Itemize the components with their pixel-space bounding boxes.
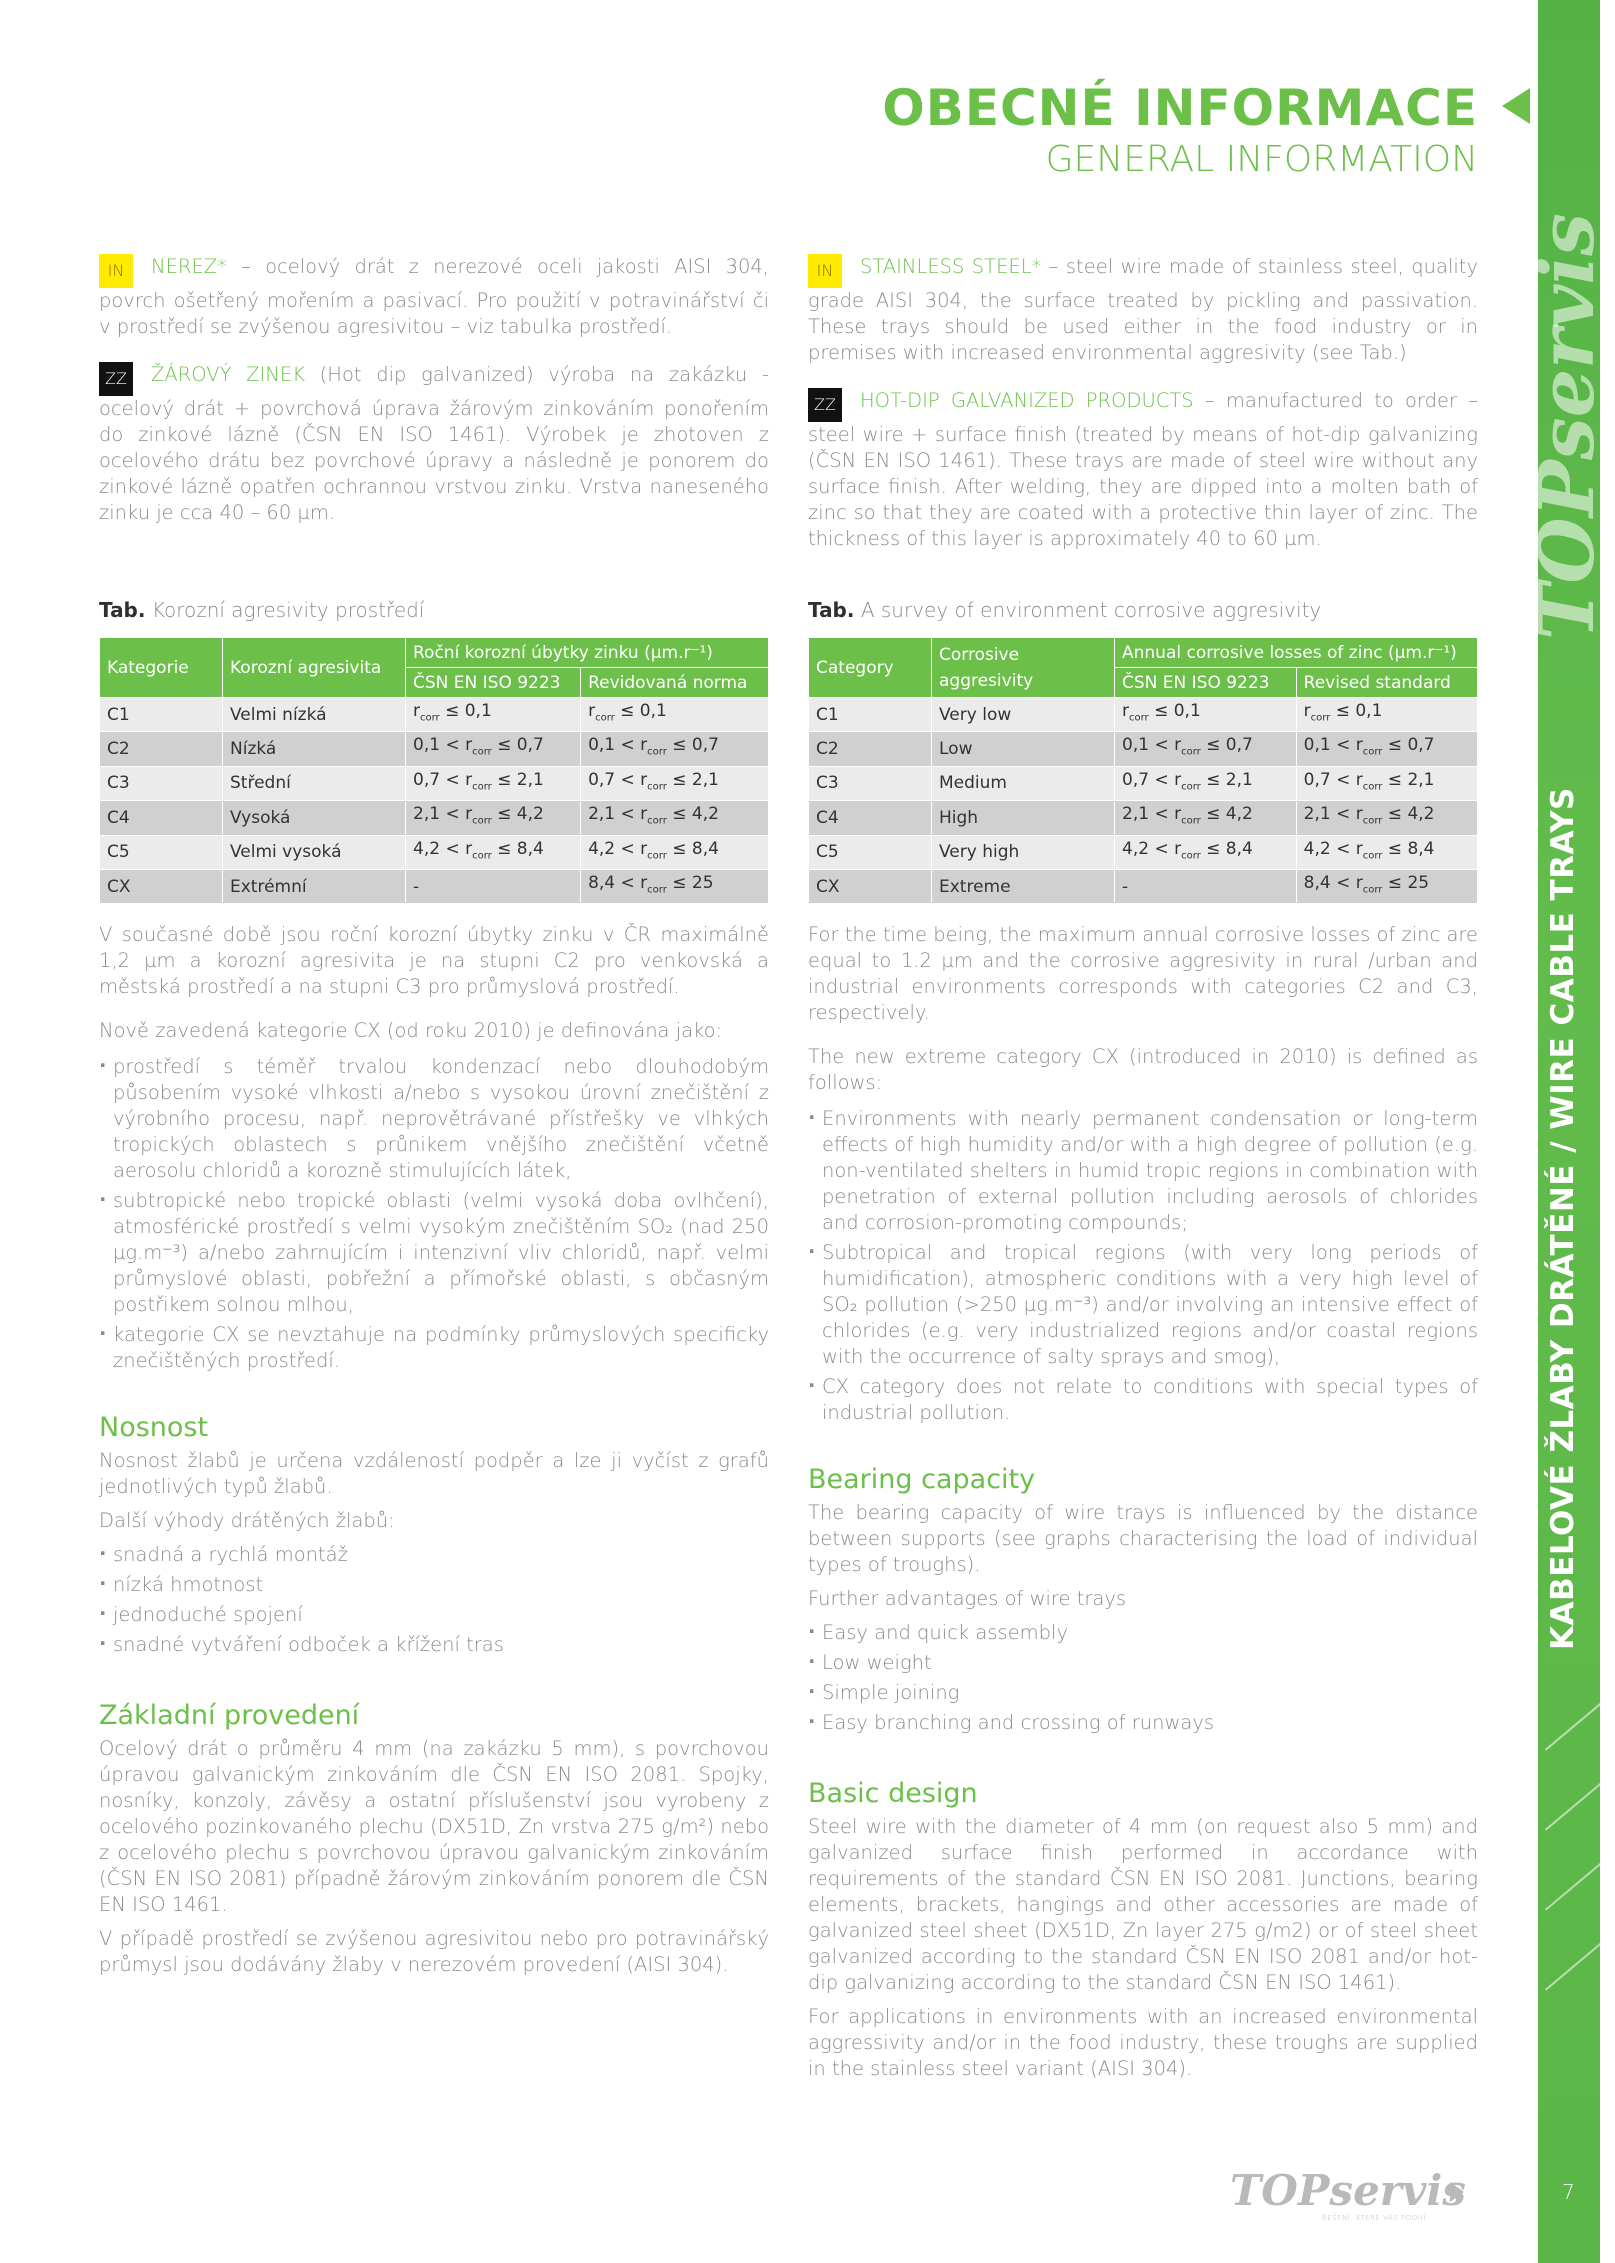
stainless-title: STAINLESS STEEL*: [860, 255, 1042, 278]
paragraph: Nosnost žlabů je určena vzdáleností podpěr a lze ji vyčíst z grafů jednotlivých typů žlabů.: [99, 1449, 769, 1498]
table-row: [100, 766, 769, 800]
table-caption: Tab. Korozní agresivity prostředí: [99, 598, 425, 622]
footer-tagline: ŘEŠENÍ, KTERÉ VÁS POOHÍ: [1322, 2214, 1427, 2222]
th-losses: Roční korozní úbytky zinku (µm.r⁻¹): [406, 638, 769, 668]
zz-badge: ZZ: [99, 362, 133, 396]
table-row: [809, 732, 1478, 766]
th-losses: Annual corrosive losses of zinc (µm.r⁻¹): [1115, 638, 1478, 668]
list-item: · nízká hmotnost: [99, 1572, 769, 1598]
table-row: [100, 801, 769, 835]
zz-badge: ZZ: [808, 388, 842, 422]
table-cell: CX: [100, 869, 223, 903]
table-cell: $2,1 < r_{corr} \le 4,2$: [406, 801, 581, 835]
table-cell: $0,7 < r_{corr} \le 2,1$: [406, 766, 581, 800]
paragraph: V případě prostředí se zvýšenou agresivitou nebo pro potravinářský průmysl jsou dodávány žlaby v nerezovém provedení (AISI 304).: [99, 1927, 769, 1976]
cx-list: [99, 1054, 769, 1374]
th-std1: ČSN EN ISO 9223: [1115, 668, 1297, 698]
list-item: · jednoduché spojení: [99, 1602, 769, 1628]
left-text-block: [99, 922, 769, 1978]
right-column: [808, 254, 1478, 552]
table-cell: Vysoká: [223, 801, 406, 835]
th-std2: Revised standard: [1296, 668, 1477, 698]
table-cell: C3: [100, 766, 223, 800]
list-item: · CX category does not relate to conditions with special types of industrial pollution.: [808, 1374, 1478, 1426]
table-cell: Very high: [932, 835, 1115, 869]
table-cell: -: [406, 869, 581, 903]
table-cell: $2,1 < r_{corr} \le 4,2$: [1115, 801, 1297, 835]
table-cell: $2,1 < r_{corr} \le 4,2$: [581, 801, 769, 835]
table-cell: C1: [809, 698, 932, 732]
table-row: [809, 801, 1478, 835]
table-cell: CX: [809, 869, 932, 903]
right-table-block: [808, 597, 1478, 904]
paragraph: For applications in environments with an increased environmental aggressivity and/or in the food industry, these troughs are supplied in the stainless steel variant (AISI 304).: [808, 2005, 1478, 2080]
table-cell: $4,2 < r_{corr} \le 8,4$: [1115, 835, 1297, 869]
table-cell: $4,2 < r_{corr} \le 8,4$: [581, 835, 769, 869]
list-item: · Easy branching and crossing of runways: [808, 1710, 1478, 1736]
table-cell: -: [1115, 869, 1297, 903]
paragraph: V současné době jsou roční korozní úbytky zinku v ČR maximálně 1,2 µm a korozní agresivita je na stupni C2 pro venkovská a městská prostředí a na stupni C3 pro průmyslová prostředí.: [99, 923, 769, 998]
table-row: [100, 869, 769, 903]
paragraph: Nově zavedená kategorie CX (od roku 2010) je definována jako:: [99, 1019, 723, 1042]
corrosion-table-cz: [99, 637, 769, 904]
table-cell: $4,2 < r_{corr} \le 8,4$: [1296, 835, 1477, 869]
list-item: · Simple joining: [808, 1680, 1478, 1706]
page-title-cz: OBECNÉ INFORMACE: [882, 79, 1478, 137]
advantages-list: [99, 1542, 769, 1658]
table-cell: $8,4 < r_{corr} \le 25$: [1296, 869, 1477, 903]
left-table-block: [99, 597, 769, 904]
paragraph: For the time being, the maximum annual corrosive losses of zinc are equal to 1.2 µm and the corrosive aggresivity in rural /urban and industrial environments corresponds with categories C2 and C3, respectively.: [808, 923, 1478, 1024]
paragraph: Další výhody drátěných žlabů:: [99, 1509, 395, 1532]
table-cell: High: [932, 801, 1115, 835]
list-item: · Easy and quick assembly: [808, 1620, 1478, 1646]
table-row: [809, 766, 1478, 800]
cx-list: [808, 1106, 1478, 1426]
list-item: · Low weight: [808, 1650, 1478, 1676]
table-row: [809, 869, 1478, 903]
table-caption: Tab. A survey of environment corrosive aggresivity: [808, 598, 1322, 622]
table-cell: C4: [809, 801, 932, 835]
table-row: [809, 835, 1478, 869]
in-badge: IN: [99, 254, 133, 288]
table-cell: C5: [809, 835, 932, 869]
hotdip-paragraph: ZZ HOT-DIP GALVANIZED PRODUCTS – manufactured to order – steel wire + surface finish (treated by means of hot-dip galvanizing (ČSN EN ISO 1461). These trays are made of steel wire without any surface finish. After welding, they are dipped into a molten bath of zinc so that they are coated with a protective thin layer of zinc. The thickness of this layer is approximately 40 to 60 µm.: [808, 389, 1479, 550]
table-cell: Nízká: [223, 732, 406, 766]
list-item: · snadné vytváření odboček a křížení tras: [99, 1632, 769, 1658]
paragraph: Ocelový drát o průměru 4 mm (na zakázku 5 mm), s povrchovou úpravou galvanickým zinkováním dle ČSN EN ISO 2081. Spojky, nosníky, konzoly, závěsy a ostatní příslušenství jsou vyrobeny z ocelového pozinkovaného plechu (DX51D, Zn vrstva 275 g/m²) nebo z ocelového plechu s povrchovou úpravou galvanickým zinkováním (ČSN EN ISO 2081) případně žárovým zinkováním ponorem dle ČSN EN ISO 1461.: [99, 1737, 769, 1916]
table-cell: $8,4 < r_{corr} \le 25$: [581, 869, 769, 903]
table-cell: C4: [100, 801, 223, 835]
table-cell: C1: [100, 698, 223, 732]
table-cell: $r_{corr} \le 0,1$: [581, 698, 769, 732]
table-cell: Velmi nízká: [223, 698, 406, 732]
paragraph: Steel wire with the diameter of 4 mm (on request also 5 mm) and galvanized surface finish performed in accordance with requirements of the standard ČSN EN ISO 2081. Junctions, bearing elements, brackets, hangings and other accessories are made of galvanized steel sheet (DX51D, Zn layer 275 g/m2) or of steel sheet galvanized according to the standard ČSN EN ISO 2081 and/or hot-dip galvanizing according to the standard ČSN EN ISO 1461).: [808, 1815, 1478, 1994]
table-cell: $r_{corr} \le 0,1$: [406, 698, 581, 732]
paragraph: Further advantages of wire trays: [808, 1587, 1127, 1610]
right-text-block: [808, 922, 1478, 2082]
th-category: Kategorie: [100, 638, 223, 698]
table-cell: C2: [809, 732, 932, 766]
table-cell: $0,7 < r_{corr} \le 2,1$: [581, 766, 769, 800]
table-cell: Střední: [223, 766, 406, 800]
nerez-title: NEREZ*: [151, 255, 227, 278]
table-cell: $r_{corr} \le 0,1$: [1296, 698, 1477, 732]
stainless-paragraph: IN STAINLESS STEEL* – steel wire made of stainless steel, quality grade AISI 304, the surface treated by pickling and passivation. These trays should be used either in the food industry or in premises with increased environmental aggresivity (see Tab.): [808, 255, 1478, 364]
side-brand-logo: TOPservis: [1522, 213, 1611, 640]
corrosion-table-en: [808, 637, 1478, 904]
table-cell: C5: [100, 835, 223, 869]
in-badge: IN: [808, 254, 842, 288]
nerez-paragraph: IN NEREZ* – ocelový drát z nerezové oceli jakosti AISI 304, povrch ošetřený mořením a pasivací. Pro použití v potravinářství či v prostředí se zvýšenou agresivitou – viz tabulka prostředí.: [99, 255, 769, 338]
heading-basic-design: Basic design: [808, 1778, 978, 1809]
table-row: [100, 698, 769, 732]
table-cell: $r_{corr} \le 0,1$: [1115, 698, 1297, 732]
hotdip-title: HOT-DIP GALVANIZED PRODUCTS: [860, 389, 1194, 412]
paragraph: The new extreme category CX (introduced in 2010) is defined as follows:: [808, 1045, 1478, 1094]
th-aggr: Korozní agresivita: [223, 638, 406, 698]
heading-nosnost: Nosnost: [99, 1412, 209, 1443]
th-aggr: Corrosive aggresivity: [932, 638, 1115, 698]
table-cell: C3: [809, 766, 932, 800]
th-category: Category: [809, 638, 932, 698]
side-vertical-title: KABELOVÉ ŽLABY DRÁTĚNÉ / WIRE CABLE TRAYS: [1545, 787, 1581, 1650]
table-cell: $0,7 < r_{corr} \le 2,1$: [1115, 766, 1297, 800]
table-cell: $0,1 < r_{corr} \le 0,7$: [1296, 732, 1477, 766]
table-cell: Velmi vysoká: [223, 835, 406, 869]
page-title-en: GENERAL INFORMATION: [1045, 139, 1478, 180]
list-item: · Subtropical and tropical regions (with very long periods of humidification), atmospheric conditions with a very high level of SO₂ pollution (>250 µg.m⁻³) and/or involving an intensive effect of chlorides (e.g. very industrialized regions and/or coastal regions with the occurrence of salty sprays and smog),: [808, 1240, 1478, 1370]
table-row: [809, 698, 1478, 732]
table-cell: $0,1 < r_{corr} \le 0,7$: [581, 732, 769, 766]
th-std1: ČSN EN ISO 9223: [406, 668, 581, 698]
table-cell: Extreme: [932, 869, 1115, 903]
table-cell: Low: [932, 732, 1115, 766]
table-cell: Very low: [932, 698, 1115, 732]
list-item: · snadná a rychlá montáž: [99, 1542, 769, 1568]
table-row: [100, 835, 769, 869]
table-cell: $2,1 < r_{corr} \le 4,2$: [1296, 801, 1477, 835]
left-column: [99, 254, 769, 526]
list-item: · prostředí s téměř trvalou kondenzací nebo dlouhodobým působením vysoké vlhkosti a/nebo s vysokou úrovní znečištění z výrobního procesu, např. neprovětrávané přístřešky ve vlhkých tropických oblastech s průnikem vnějšího znečištění včetně aerosolu chloridů a korozně stimulujících látek,: [99, 1054, 769, 1184]
table-cell: $4,2 < r_{corr} \le 8,4$: [406, 835, 581, 869]
table-cell: $0,1 < r_{corr} \le 0,7$: [1115, 732, 1297, 766]
paragraph: The bearing capacity of wire trays is influenced by the distance between supports (see graphs characterising the load of individual types of troughs).: [808, 1501, 1478, 1576]
heading-bearing: Bearing capacity: [808, 1464, 1036, 1495]
page-header: [882, 78, 1478, 182]
table-cell: C2: [100, 732, 223, 766]
table-cell: Extrémní: [223, 869, 406, 903]
zinek-paragraph: ZZ ŽÁROVÝ ZINEK (Hot dip galvanized) výroba na zakázku - ocelový drát + povrchová úprava žárovým zinkováním ponořením do zinkové lázně (ČSN EN ISO 1461). Výrobek je zhotoven z ocelového drátu bez povrchové úpravy a následně je ponorem do zinkové lázně opatřen ochrannou vrstvou zinku. Vrstva naneseného zinku je cca 40 – 60 µm.: [99, 363, 769, 524]
zinek-title: ŽÁROVÝ ZINEK: [151, 363, 305, 386]
table-cell: $0,1 < r_{corr} \le 0,7$: [406, 732, 581, 766]
list-item: · Environments with nearly permanent condensation or long-term effects of high humidity and/or with a high degree of pollution (e.g. non-ventilated shelters in humid tropic regions in combination with penetration of external pollution including aerosols of chlorides and corrosion-promoting compounds;: [808, 1106, 1478, 1236]
th-std2: Revidovaná norma: [581, 668, 769, 698]
play-arrow-icon: [1450, 2182, 1464, 2202]
list-item: · subtropické nebo tropické oblasti (velmi vysoká doba ovlhčení), atmosférické prostředí s velmi vysokým znečištěním SO₂ (nad 250 µg.m⁻³) a/nebo zahrnujícím i intenzivní vliv chloridů, např. velmi průmyslové oblasti, pobřežní a přímořské oblasti, s občasným postřikem solnou mlhou,: [99, 1188, 769, 1318]
list-item: · kategorie CX se nevztahuje na podmínky průmyslových specificky znečištěných prostředí.: [99, 1322, 769, 1374]
table-row: [100, 732, 769, 766]
advantages-list: [808, 1620, 1478, 1736]
table-cell: $0,7 < r_{corr} \le 2,1$: [1296, 766, 1477, 800]
header-notch: [1502, 88, 1530, 124]
page-number: 7: [1562, 2180, 1575, 2204]
table-cell: Medium: [932, 766, 1115, 800]
heading-basic: Základní provedení: [99, 1700, 360, 1731]
footer-logo: TOPservis: [1230, 2166, 1466, 2215]
